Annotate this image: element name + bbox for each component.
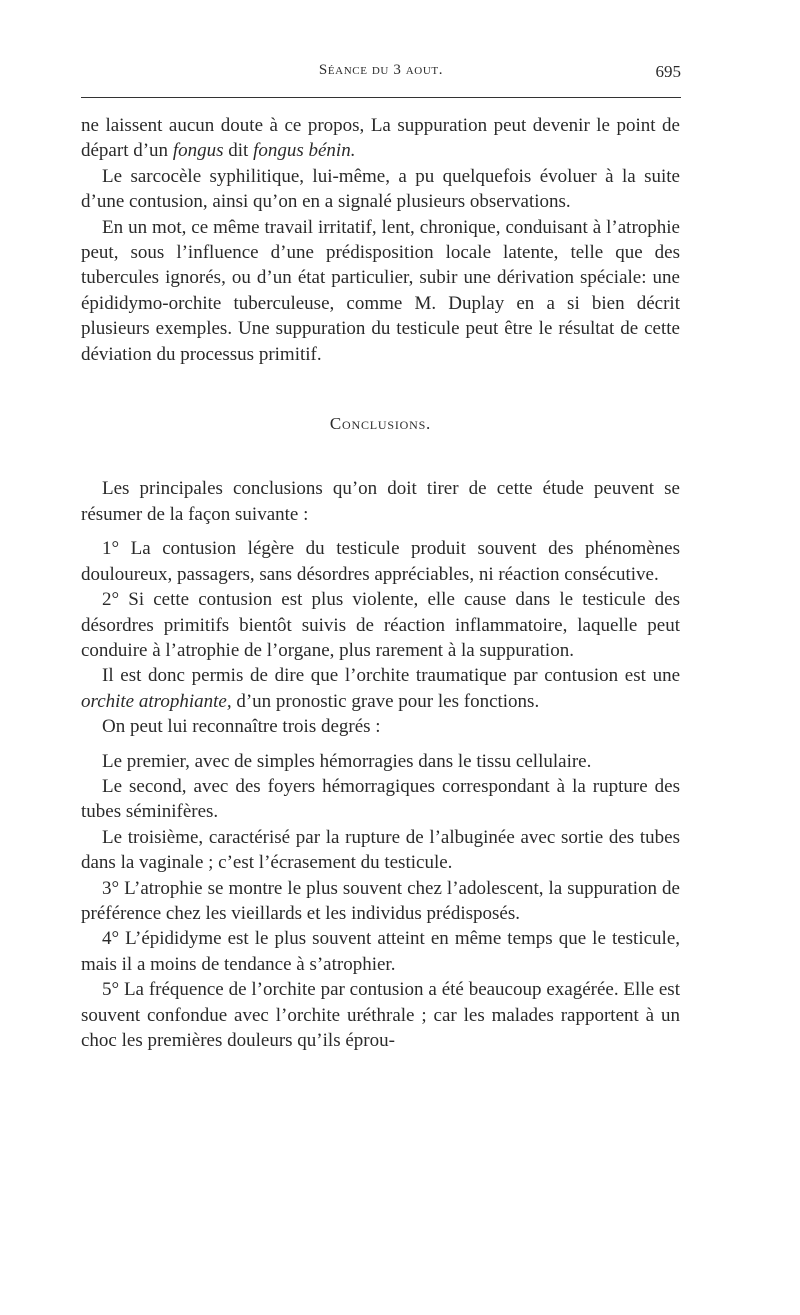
running-head: [81, 62, 681, 86]
italic-term: fongus bénin.: [253, 140, 356, 162]
degree-1: Le premier, avec de simples hémorragies dans le tissu cellulaire.: [102, 750, 592, 772]
degree-3: Le troisième, caractérisé par la rupture de l’albuginée avec sortie des tubes dans la vaginale ; c’est l’écrasement du testicule.: [81, 826, 680, 874]
conclusion-2: 2° Si cette contusion est plus violente, elle cause dans le testicule des désordres primitifs bientôt suivis de réaction inflammatoire, laquelle peut conduire à l’atrophie de l’organe, plus rarement à la suppuration.: [81, 589, 680, 661]
paragraph-orchite-atrophiante: [81, 663, 680, 714]
conclusion-1: 1° La contusion légère du testicule produit souvent des phénomènes douloureux, passagers, sans désordres appréciables, ni réaction consécutive.: [81, 538, 680, 585]
italic-term: orchite atrophiante,: [81, 690, 232, 712]
body-text: [81, 113, 680, 1053]
text-run: ne laissent aucun doute à ce propos, La suppuration peut devenir le point de départ d’un: [81, 115, 680, 162]
degree-2: Le second, avec des foyers hémorragiques correspondant à la rupture des tubes séminifères.: [81, 775, 680, 823]
running-title: Séance du 3 aout.: [318, 62, 444, 78]
header-rule: [81, 97, 681, 98]
paragraph-summary: En un mot, ce même travail irritatif, lent, chronique, conduisant à l’atrophie peut, sous l’influence d’une prédisposition locale latente, telle que des tubercules ignorés, ou d’un état particulier, subir une dérivation spéciale: une épididymo-orchite tuberculeuse, comme M. Duplay en a si bien décrit plusieurs exemples. Une suppuration du testicule peut être le résultat de cette déviation du processus primitif.: [81, 216, 680, 365]
paragraph-sarcocele: Le sarcocèle syphilitique, lui-même, a pu quelquefois évoluer à la suite d’une contusion, ainsi qu’on en a signalé plusieurs observations.: [81, 165, 680, 213]
conclusion-4: 4° L’épididyme est le plus souvent atteint en même temps que le testicule, mais il a moins de tendance à s’atrophier.: [81, 928, 680, 975]
paragraph-degrees-intro: On peut lui reconnaître trois degrés :: [102, 716, 381, 738]
conclusion-5: 5° La fréquence de l’orchite par contusion a été beaucoup exagérée. Elle est souvent confondue avec l’orchite uréthrale ; car les malades rapportent à un choc les premières douleurs qu’ils éprou-: [81, 979, 680, 1051]
italic-term: fongus: [172, 140, 224, 162]
paragraph-intro: Les principales conclusions qu’on doit tirer de cette étude peuvent se résumer de la façon suivante :: [81, 478, 680, 525]
conclusion-3: 3° L’atrophie se montre le plus souvent chez l’adolescent, la suppuration de préférence chez les vieillards et les individus prédisposés.: [81, 877, 680, 924]
paragraph-continued: [81, 113, 680, 164]
text-run: dit: [223, 140, 254, 162]
page-number: 695: [655, 62, 681, 81]
text-run: Il est donc permis de dire que l’orchite traumatique par contusion est une: [102, 665, 680, 687]
section-heading: Conclusions.: [329, 414, 432, 434]
text-run: d’un pronostic grave pour les fonctions.: [231, 690, 540, 712]
